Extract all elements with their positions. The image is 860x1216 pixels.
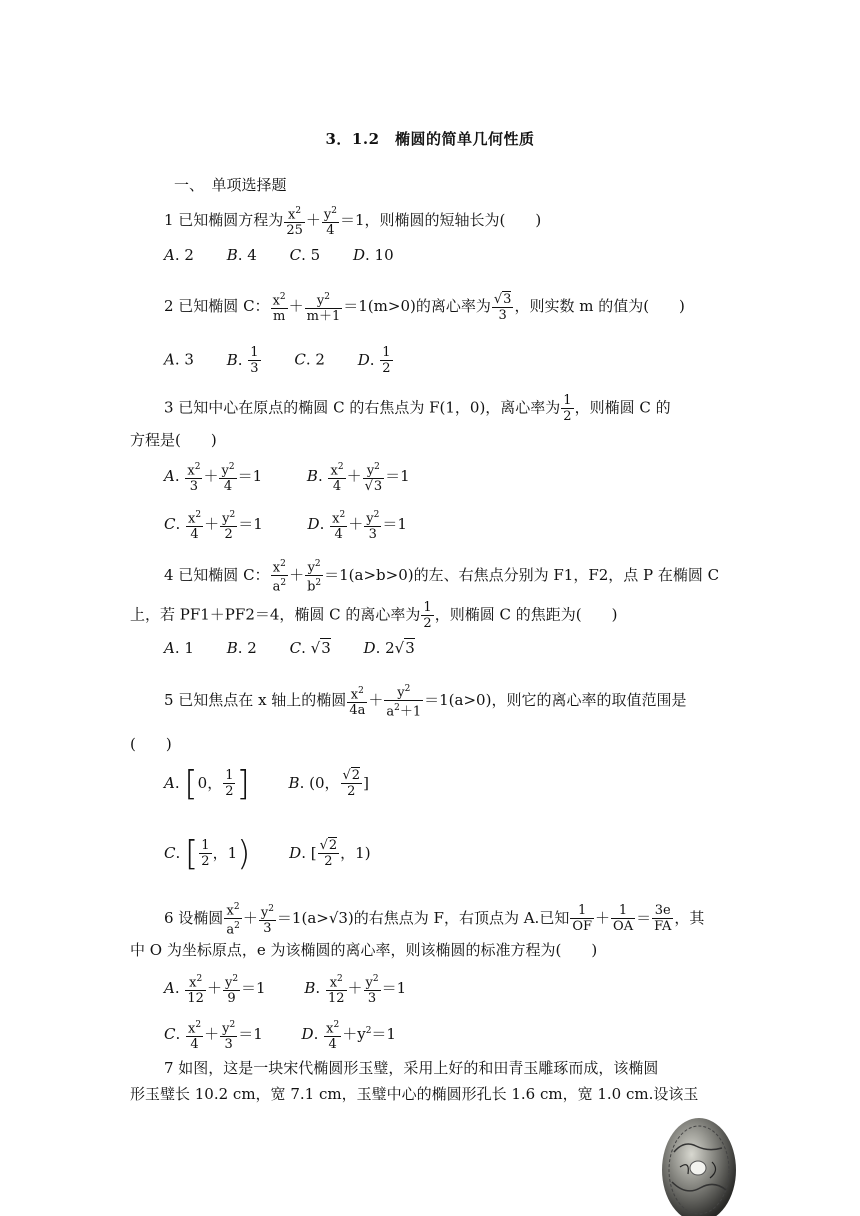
question-4: 4 已知椭圆 C： $\frac{x^2}{a^2}$ ＋ $\frac{y^2}{b^2}$ ＝1(a>b>0)的左、右焦点分别为 F1，F2，点 P 在椭圆 C [164,559,720,595]
fraction: $\frac{y^2}{4}$ [323,206,337,239]
fraction: $\frac{1}{OF}$ [572,903,593,935]
fraction: $\frac{y^2}{3}$ [260,903,274,936]
q4-text: 4 已知椭圆 C： [164,565,270,584]
option-c: C. [ $\frac{1}{2}$ ，1) [164,833,251,874]
option-a: A. 2 [164,246,194,264]
q5-text-end: ＝1(a>0)，则它的离心率的取值范围是 [424,690,687,709]
q6-options-row1 [164,972,406,1006]
option-b: B. 2 [226,639,257,657]
question-7-line2: 形玉璧长 10.2 cm，宽 7.1 cm，玉璧中心的椭圆形孔长 1.6 cm，宽 1.0 cm.设该玉 [130,1085,699,1103]
fraction: $\frac{3e}{FA}$ [654,903,672,935]
fraction: $\frac{1}{2}$ [563,393,572,424]
option-c: C. 5 [289,246,321,264]
fraction: $\frac{x^2}{m}$ [272,292,286,325]
fraction: $\frac{x^2}{a^2}$ [226,902,240,938]
fraction: $\frac{y^2}{a^2+1}$ [386,684,422,720]
option-d: D. [ $\frac{√2}{2}$ ，1) [289,838,371,869]
question-7-line1: 7 如图，这是一块宋代椭圆形玉璧，采用上好的和田青玉雕琢而成，该椭圆 [164,1059,659,1077]
q5-text-line2: ( ) [130,735,172,753]
option-b: B. $\frac{x^2}{4}$ ＋ $\frac{y^2}{√3}$ ＝1 [306,462,410,495]
option-d: D. 2√3 [363,639,415,657]
jade-disc-image [660,1112,738,1216]
q6-options-row2 [164,1018,396,1052]
fraction: $\frac{x^2}{25}$ [286,206,303,239]
fraction: $\frac{y^2}{m+1}$ [306,292,341,325]
q3-options-row1 [164,460,410,494]
q6-text-mid: ＝1(a>√3)的右焦点为 F，右顶点为 A.已知 [276,908,570,927]
option-d: D. 10 [352,246,394,264]
q4-text-mid: ＝1(a>b>0)的左、右焦点分别为 F1，F2，点 P 在椭圆 C [324,565,720,584]
option-b: B. (0， $\frac{√2}{2}$ ] [288,768,369,799]
option-b: B. $\frac{1}{3}$ [226,345,259,376]
q4-options [164,638,415,658]
q4-text-line2 [130,600,617,631]
option-d: D. $\frac{x^2}{4}$ ＋ $\frac{y^2}{3}$ ＝1 [307,510,407,543]
option-a: A. [0， $\frac{1}{2}$ ] [164,763,250,804]
section-heading: 一、 单项选择题 [174,176,287,194]
option-d: D. $\frac{x^2}{4}$ $+y^2=1$ [301,1020,396,1053]
q4-line2-end: ，则椭圆 C 的焦距为( ) [434,605,618,624]
option-a: A. $\frac{x^2}{12}$ ＋ $\frac{y^2}{9}$ ＝1 [164,974,266,1007]
q3-text-line2: 方程是( ) [130,431,217,449]
fraction: $\frac{1}{OA}$ [613,903,634,935]
fraction: $\frac{1}{2}$ [423,600,432,631]
q2-options [164,345,394,376]
q5-options-row2 [164,833,371,874]
q6-text-line2: 中 O 为坐标原点，e 为该椭圆的离心率，则该椭圆的标准方程为( ) [130,941,598,959]
question-6: 6 设椭圆 $\frac{x^2}{a^2}$ ＋ $\frac{y^2}{3}$ ＝1(a>√3)的右焦点为 F，右顶点为 A.已知 $\frac{1}{OF}$ ＋ $\frac{1}{OA}$ ＝ $\frac{3e}{FA}$ ，其 [164,902,705,938]
option-c: C. $\frac{x^2}{4}$ ＋ $\frac{y^2}{3}$ ＝1 [164,1020,263,1053]
q2-text-mid: ＝1(m>0)的离心率为 [343,297,491,316]
q2-text: 2 已知椭圆 C： [164,297,270,316]
q3-text-end: ，则椭圆 C 的 [574,398,671,417]
q1-text: 1 已知椭圆方程为 [164,211,284,230]
q5-text: 5 已知焦点在 x 轴上的椭圆 [164,690,347,709]
plus-sign: ＋ [305,211,321,230]
option-d: D. $\frac{1}{2}$ [357,345,391,376]
q3-options-row2 [164,508,407,542]
fraction: $\frac{√3}{3}$ [493,291,512,323]
question-1 [164,204,541,238]
fraction: $\frac{y^2}{b^2}$ [307,559,322,595]
option-c: C. √3 [289,639,331,657]
q4-line2-start: 上，若 PF1＋PF2＝4，椭圆 C 的离心率为 [130,605,421,624]
option-a: A. 3 [164,350,194,369]
q1-options [164,245,394,265]
option-b: B. $\frac{x^2}{12}$ ＋ $\frac{y^2}{3}$ ＝1 [304,974,407,1007]
q2-text-end: ，则实数 m 的值为( ) [514,297,685,316]
q1-text-end: ＝1，则椭圆的短轴长为( ) [339,211,542,230]
question-2: 2 已知椭圆 C： $\frac{x^2}{m}$ ＋ $\frac{y^2}{m+1}$ ＝1(m>0)的离心率为 $\frac{√3}{3}$ ，则实数 m 的值为( ) [164,291,685,325]
option-a: A. 1 [164,639,194,657]
q3-text: 3 已知中心在原点的椭圆 C 的右焦点为 F(1，0)，离心率为 [164,398,561,417]
q6-text: 6 设椭圆 [164,908,224,927]
fraction: $\frac{x^2}{4a}$ [349,685,366,718]
page-title: 3．1.2 椭圆的简单几何性质 [325,130,535,148]
q5-options-row1 [164,763,369,804]
question-3 [164,393,671,424]
fraction: $\frac{x^2}{a^2}$ [272,559,287,595]
option-b: B. 4 [226,246,257,264]
option-a: A. $\frac{x^2}{3}$ ＋ $\frac{y^2}{4}$ ＝1 [164,462,263,495]
option-c: C. $\frac{x^2}{4}$ ＋ $\frac{y^2}{2}$ ＝1 [164,510,263,543]
question-5: 5 已知焦点在 x 轴上的椭圆 $\frac{x^2}{4a}$ ＋ $\frac{y^2}{a^2+1}$ ＝1(a>0)，则它的离心率的取值范围是 [164,684,687,720]
option-c: C. 2 [294,350,325,369]
q6-text-end: ，其 [674,908,705,927]
